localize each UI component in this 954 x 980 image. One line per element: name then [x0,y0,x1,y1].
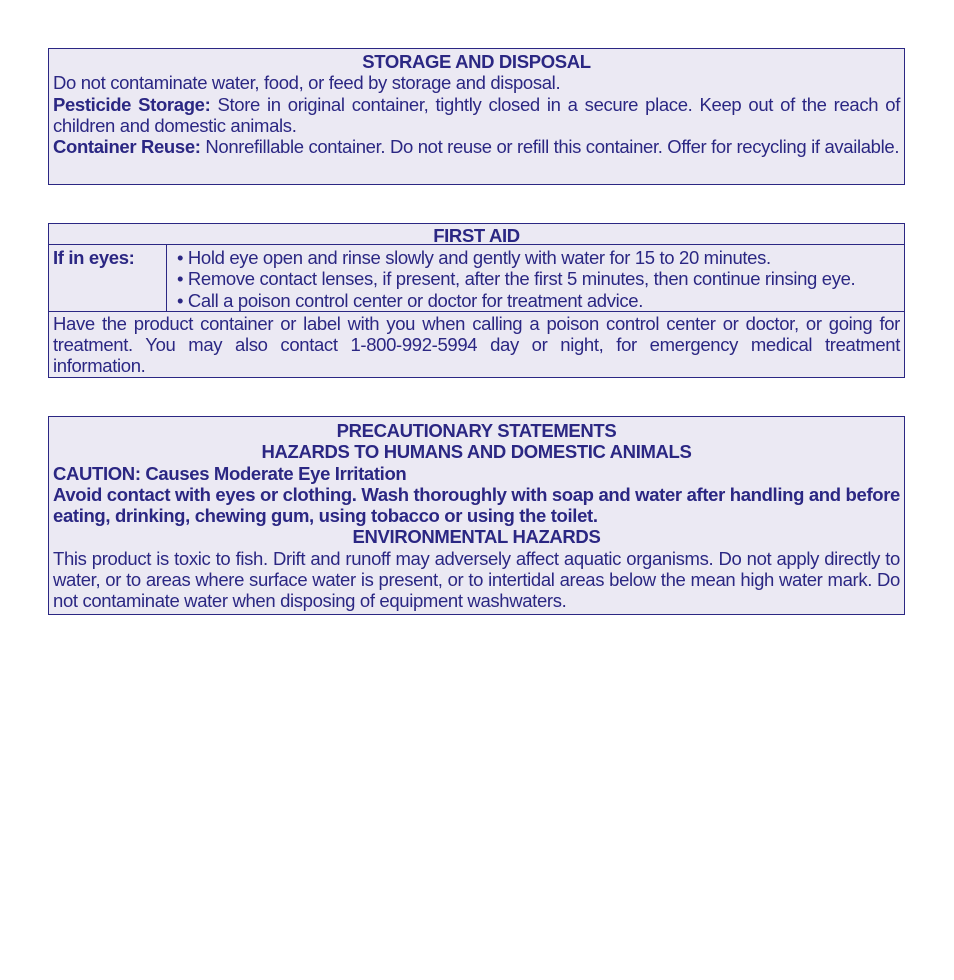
container-reuse-paragraph [53,136,900,157]
first-aid-steps [167,245,904,311]
avoid-contact-statement: Avoid contact with eyes or clothing. Wash thoroughly with soap and water after handling and before eating, drinking, chewing gum, using tobacco or using the toilet. [53,483,900,527]
pesticide-storage-paragraph [53,94,900,137]
first-aid-step: • Remove contact lenses, if present, after the first 5 minutes, then continue rinsing eye. [177,268,856,290]
first-aid-eyes-label: If in eyes: [49,245,167,311]
precautionary-heading: PRECAUTIONARY STATEMENTS [336,420,617,441]
environmental-statement: This product is toxic to fish. Drift and runoff may adversely affect aquatic organisms. Do not apply directly to water, or to areas where surface water is present, or to intertidal areas below the mean high water mark. Do not contaminate water when disposing of equipment washwaters. [53,547,900,612]
first-aid-panel [48,223,905,378]
container-reuse-label: Container Reuse: [53,136,201,158]
first-aid-note: Have the product container or label with you when calling a poison control center or doctor, or going for treatment. You may also contact 1-800-992-5994 day or night, for emergency medical treatment information. [53,312,900,377]
storage-disposal-panel [48,48,905,185]
first-aid-step: • Hold eye open and rinse slowly and gently with water for 15 to 20 minutes. [177,247,771,268]
first-aid-heading: FIRST AID [49,224,904,245]
hazards-humans-heading: HAZARDS TO HUMANS AND DOMESTIC ANIMALS [261,441,692,463]
environmental-heading: ENVIRONMENTAL HAZARDS [352,526,601,548]
storage-line: Do not contaminate water, food, or feed by storage and disposal. [53,72,561,94]
first-aid-eyes-row [49,245,904,312]
storage-heading: STORAGE AND DISPOSAL [362,51,591,72]
pesticide-storage-label: Pesticide Storage: [53,93,211,115]
container-reuse-text: Nonrefillable container. Do not reuse or refill this container. Offer for recycling if available. [200,136,900,158]
precautionary-panel [48,416,905,615]
pesticide-storage-text: Store in original container, tightly closed in a secure place. Keep out of the reach of children and domestic animals. [53,93,900,136]
caution-statement: CAUTION: Causes Moderate Eye Irritation [53,462,407,484]
first-aid-step: • Call a poison control center or doctor for treatment advice. [177,289,644,311]
